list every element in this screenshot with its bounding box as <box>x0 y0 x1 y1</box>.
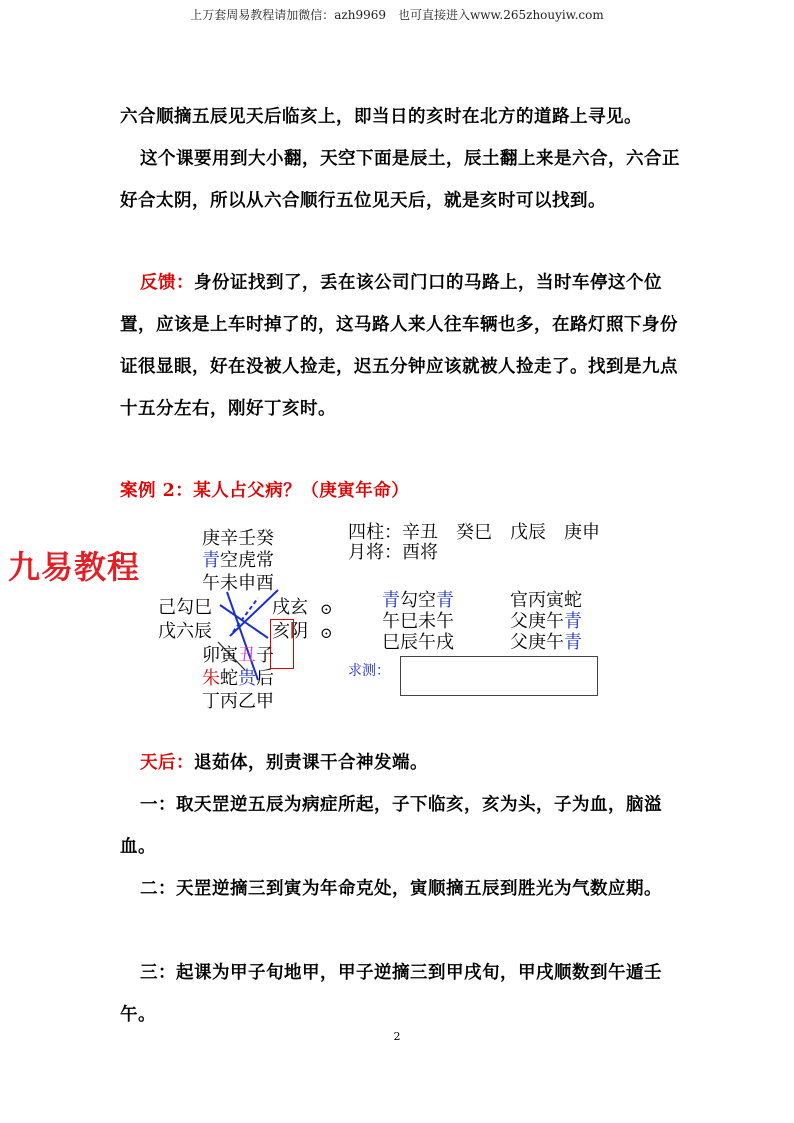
tianhou-paragraph <box>120 742 680 784</box>
point-3: 三：起课为甲子旬地甲，甲子逆摘三到甲戌旬，甲戌顺数到午遁壬午。 <box>120 963 662 1025</box>
chuan-2: 父庚午青 <box>510 611 582 632</box>
yuejiang: 月将：酉将 <box>348 542 438 563</box>
highlight-box <box>270 619 294 669</box>
chuan-1: 官丙寅蛇 <box>510 590 582 611</box>
chart-line <box>220 605 268 638</box>
page-header: 上万套周易教程请加微信：azh9969 也可直接进入www.265zhouyiw.com <box>190 8 604 22</box>
feedback-label: 反馈： <box>140 273 194 293</box>
ke-gods: 青勾空青 <box>382 590 454 611</box>
chart-left-1: 己勾巳 <box>158 597 212 618</box>
query-label: 求测： <box>348 663 390 679</box>
page-number: 2 <box>393 1030 401 1043</box>
point-2: 二：天罡逆摘三到寅为年命克处，寅顺摘五辰到胜光为气数应期。 <box>140 879 662 899</box>
point-1: 一：取天罡逆五辰为病症所起，子下临亥，亥为头，子为血，脑溢血。 <box>120 795 662 857</box>
chuan-3: 父庚午青 <box>510 632 582 653</box>
tianhou-label: 天后： <box>140 753 194 773</box>
paragraph-2: 这个课要用到大小翻，天空下面是辰土，辰土翻上来是六合，六合正好合太阴，所以从六合顺行五位见天后，就是亥时可以找到。 <box>120 149 680 211</box>
chart-row-gods-top: 青空虎常 <box>202 550 274 571</box>
watermark-logo: 九易教程 <box>8 548 141 586</box>
ke-row-3: 巳辰午戌 <box>382 632 454 653</box>
feedback-text: 身份证找到了，丢在该公司门口的马路上，当时车停这个位置，应该是上车时掉了的，这马路人来人往车辆也多，在路灯照下身份证很显眼，好在没被人捡走，迟五分钟应该就被人捡走了。找到是九点十五分左右，刚好丁亥时。 <box>120 273 678 419</box>
chart-line <box>233 598 258 632</box>
case-title: 案例 2：某人占父病？（庚寅年命） <box>120 481 410 501</box>
feedback-paragraph <box>120 262 680 430</box>
tianhou-text: 退茹体，别责课干合神发端。 <box>194 753 428 773</box>
query-box <box>400 656 598 696</box>
circle-mark: ⊙ <box>320 624 333 642</box>
chart-row-branches-bottom: 卯寅丑子 <box>202 645 274 666</box>
chart-row-branches-top: 午未申酉 <box>202 573 274 594</box>
paragraph-1: 六合顺摘五辰见天后临亥上，即当日的亥时在北方的道路上寻见。 <box>120 107 642 127</box>
chart-row-stems-top: 庚辛壬癸 <box>202 528 274 549</box>
chart-left-2: 戊六辰 <box>158 621 212 642</box>
chart-right-2: 亥阴 <box>272 621 308 642</box>
circle-mark: ⊙ <box>320 600 333 618</box>
chart-row-stems-bottom: 丁丙乙甲 <box>202 691 274 712</box>
sizhu: 四柱：辛丑 癸巳 戊辰 庚申 <box>348 522 600 543</box>
chart-right-1: 戌玄 <box>272 597 308 618</box>
chart-row-gods-bottom: 朱蛇贵后 <box>202 668 274 689</box>
ke-row-2: 午巳未午 <box>382 611 454 632</box>
